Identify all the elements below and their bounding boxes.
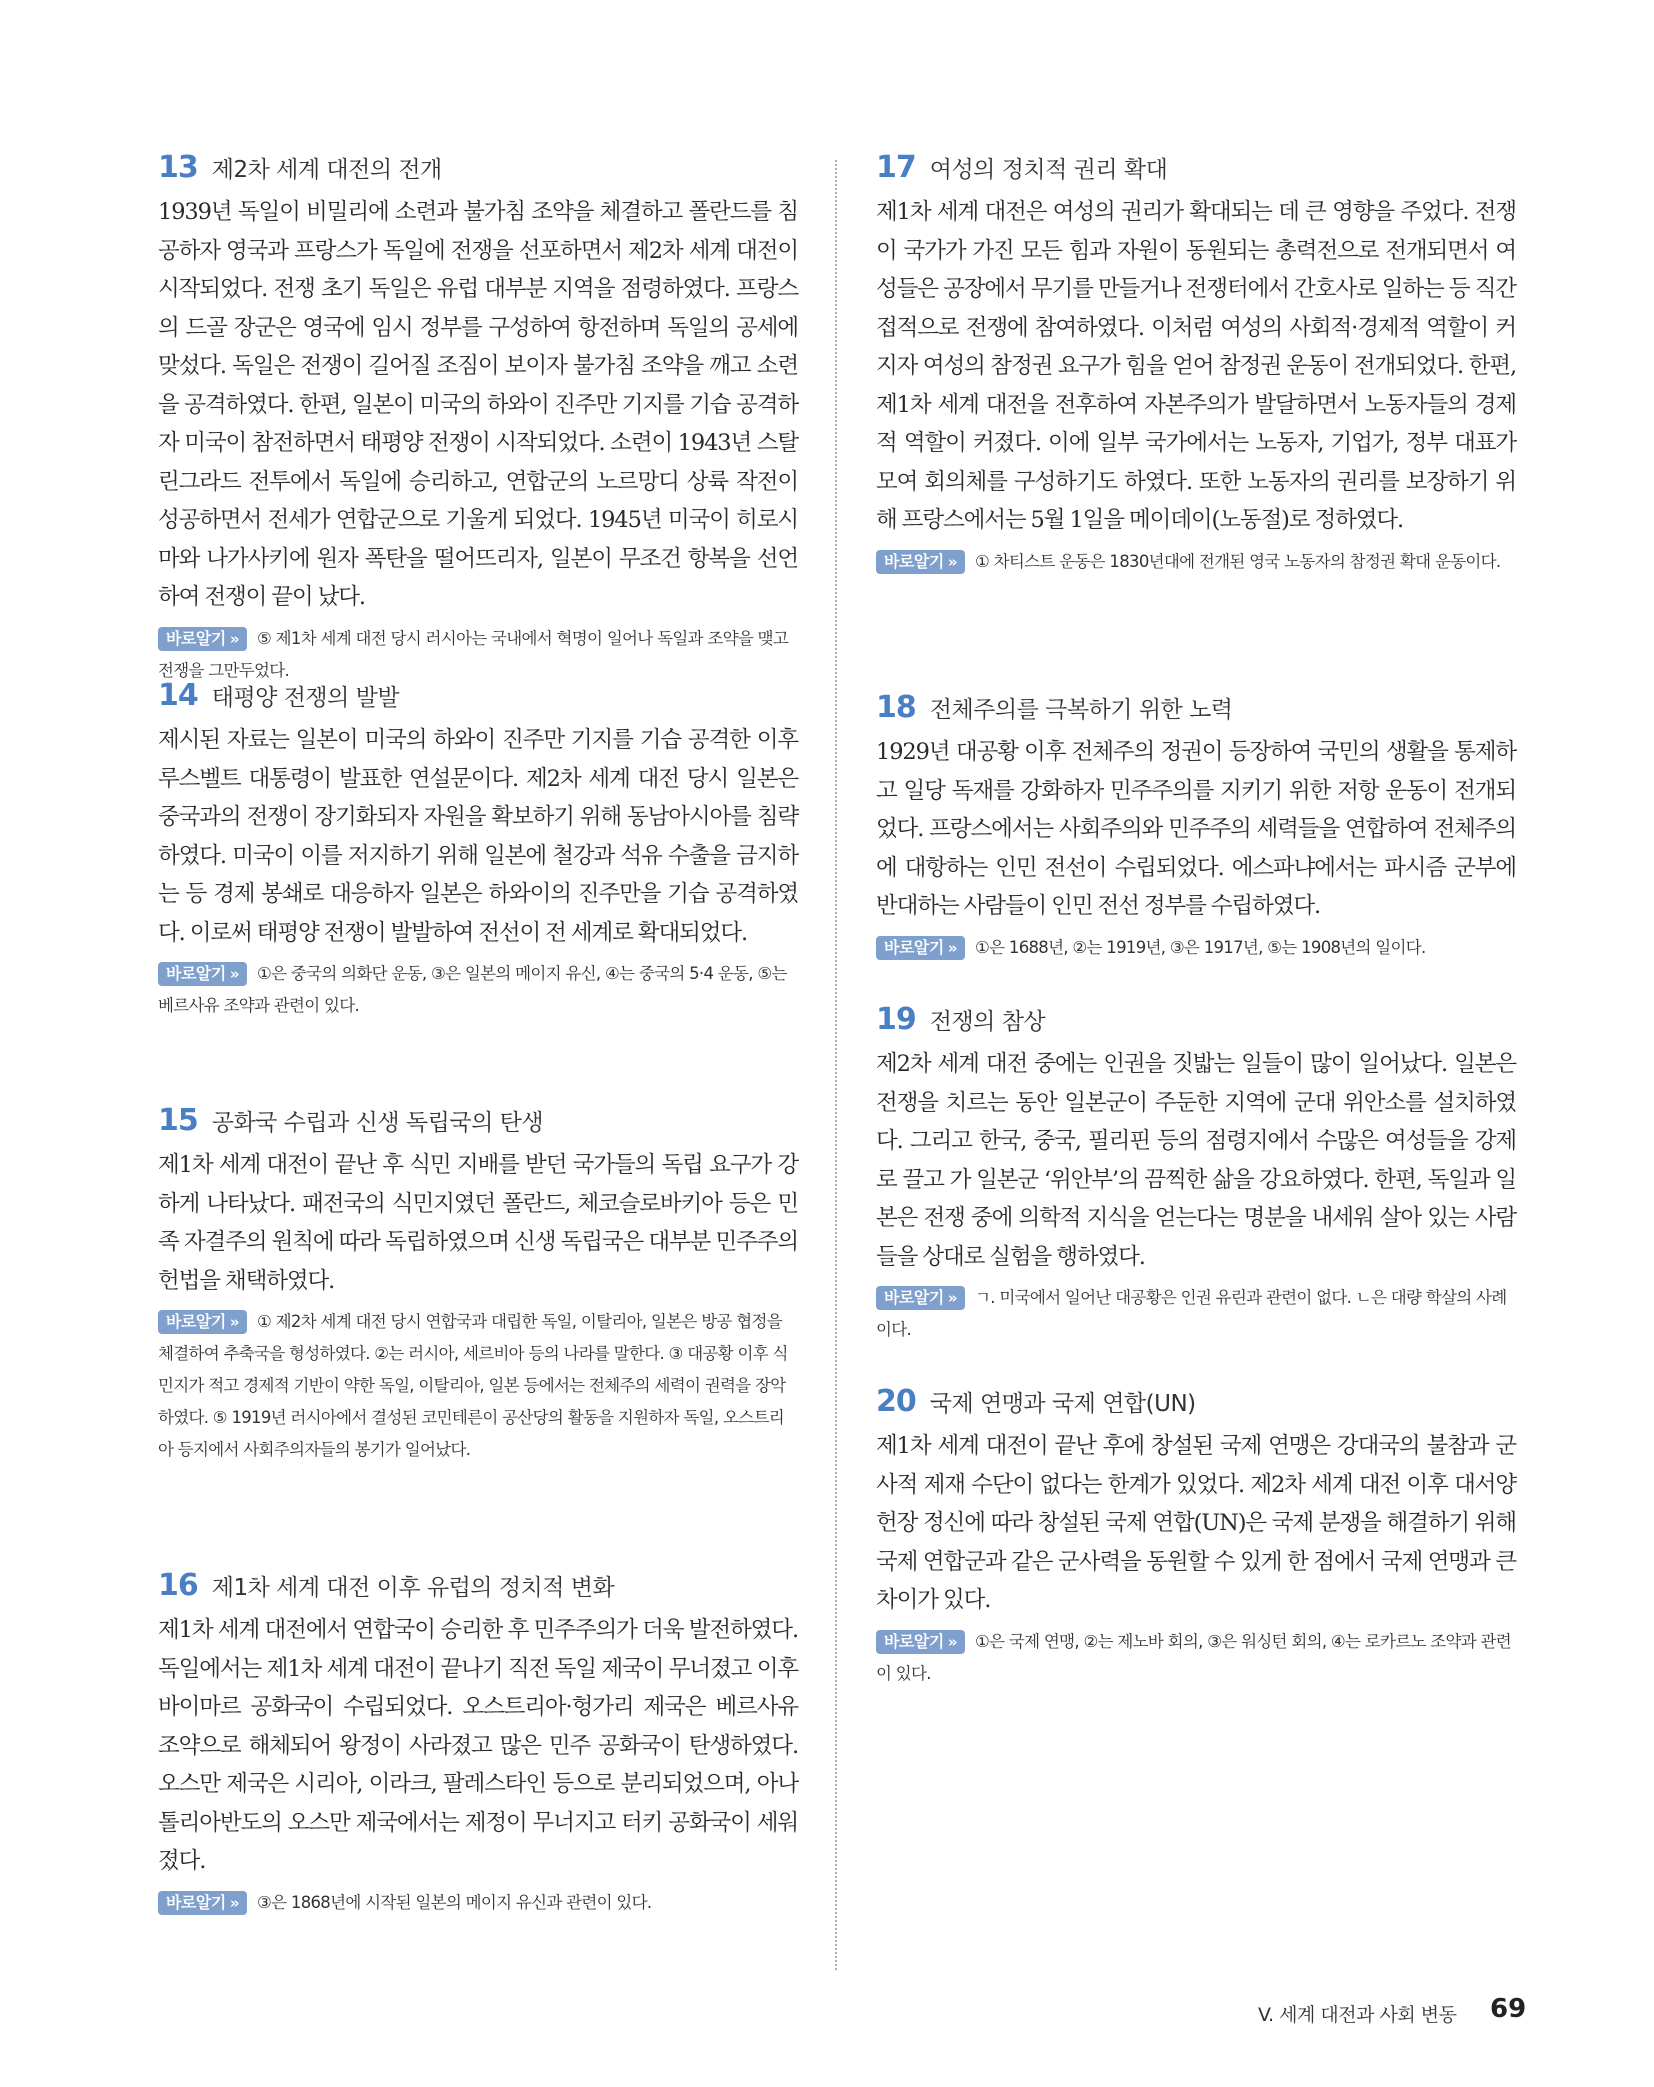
answer-badge: 바로알기 » [876,550,965,574]
chevron-right-icon: » [947,552,958,571]
section-header [876,1002,1516,1037]
section-16 [158,1568,798,1919]
section-13 [158,150,798,678]
answer-note-text: ①은 1688년, ②는 1919년, ③은 1917년, ⑤는 1908년의 일이다. [975,937,1426,957]
answer-note [876,546,1516,578]
chevron-right-icon: » [229,1893,240,1912]
column-divider [835,160,837,1970]
answer-note-text: ㄱ. 미국에서 일어난 대공황은 인권 유린과 관련이 없다. ㄴ은 대량 학살의 사례이다. [876,1288,1507,1339]
section-body: 제2차 세계 대전 중에는 인권을 짓밟는 일들이 많이 일어났다. 일본은 전쟁을 치르는 동안 일본군이 주둔한 지역에 군대 위안소를 설치하였다. 그리고 한국, 중국, 필리핀 등의 점령지에서 수많은 여성들을 강제로 끌고 가 일본군 ‘위안부’의 끔찍한 삶을 강요하였다. 한편, 독일과 일본은 전쟁 중에 의학적 지식을 얻는다는 명분을 내세워 살아 있는 사람들을 상대로 실험을 행하였다. [876,1051,1516,1270]
answer-note [876,932,1516,964]
section-body: 제시된 자료는 일본이 미국의 하와이 진주만 기지를 기습 공격한 이후 루스벨트 대통령이 발표한 연설문이다. 제2차 세계 대전 당시 일본은 중국과의 전쟁이 장기화되자 자원을 확보하기 위해 동남아시아를 침략하였다. 미국이 이를 저지하기 위해 일본에 철강과 석유 수출을 금지하는 등 경제 봉쇄로 대응하자 일본은 하와이의 진주만을 기습 공격하였다. 이로써 태평양 전쟁이 발발하여 전선이 전 세계로 확대되었다. [158,727,798,946]
section-title: 전체주의를 극복하기 위한 노력 [929,697,1233,723]
chevron-right-icon: » [947,938,958,957]
chevron-right-icon: » [947,1289,958,1307]
page-number: 69 [1490,1994,1527,2024]
section-title: 여성의 정치적 권리 확대 [929,157,1168,183]
answer-badge: 바로알기 » [158,962,247,986]
left-column [158,150,798,1919]
section-body: 제1차 세계 대전이 끝난 후 식민 지배를 받던 국가들의 독립 요구가 강하게 나타났다. 패전국의 식민지였던 폴란드, 체코슬로바키아 등은 민족 자결주의 원칙에 따라 독립하였으며 신생 독립국은 대부분 민주주의 헌법을 채택하였다. [158,1152,798,1294]
section-number: 17 [876,150,916,185]
section-20 [876,1384,1516,1690]
answer-note-text: ①은 중국의 의화단 운동, ③은 일본의 메이지 유신, ④는 중국의 5·4 운동, ⑤는 베르사유 조약과 관련이 있다. [158,964,787,1015]
section-header [876,690,1516,725]
section-number: 16 [158,1568,198,1603]
answer-note-text: ① 제2차 세계 대전 당시 연합국과 대립한 독일, 이탈리아, 일본은 방공 협정을 체결하여 추축국을 형성하였다. ②는 러시아, 세르비아 등의 나라를 말한다. ③ 대공황 이후 식민지가 적고 경제적 기반이 약한 독일, 이탈리아, 일본 등에서는 전체주의 세력이 권력을 장악하였다. ⑤ 1919년 러시아에서 결성된 코민테른이 공산당의 활동을 지원하자 독일, 오스트리아 등지에서 사회주의자들의 봉기가 일어났다. [158,1312,788,1459]
answer-note-text: ① 차티스트 운동은 1830년대에 전개된 영국 노동자의 참정권 확대 운동이다. [975,551,1501,571]
section-body: 제1차 세계 대전에서 연합국이 승리한 후 민주주의가 더욱 발전하였다. 독일에서는 제1차 세계 대전이 끝나기 직전 독일 제국이 무너졌고 이후 바이마르 공화국이 수립되었다. 오스트리아·헝가리 제국은 베르사유 조약으로 해체되어 왕정이 사라졌고 많은 민주 공화국이 탄생하였다. 오스만 제국은 시리아, 이라크, 팔레스타인 등으로 분리되었으며, 아나톨리아반도의 오스만 제국에서는 제정이 무너지고 터키 공화국이 세워졌다. [158,1617,798,1874]
answer-note [876,1282,1516,1346]
section-number: 19 [876,1002,916,1037]
chapter-title: V. 세계 대전과 사회 변동 [1258,2004,1457,2026]
section-header [158,1103,798,1138]
answer-note-text: ③은 1868년에 시작된 일본의 메이지 유신과 관련이 있다. [257,1892,652,1912]
chevron-right-icon: » [947,1632,958,1651]
section-header [876,1384,1516,1419]
section-number: 14 [158,678,198,713]
section-number: 13 [158,150,198,185]
section-18 [876,690,1516,1002]
answer-badge: 바로알기 » [876,1286,965,1310]
section-14 [158,678,798,1103]
section-number: 20 [876,1384,916,1419]
section-header [158,150,798,185]
section-number: 18 [876,690,916,725]
section-title: 전쟁의 참상 [929,1009,1046,1035]
answer-badge: 바로알기 » [876,1630,965,1654]
section-body: 1929년 대공황 이후 전체주의 정권이 등장하여 국민의 생활을 통제하고 일당 독재를 강화하자 민주주의를 지키기 위한 저항 운동이 전개되었다. 프랑스에서는 사회주의와 민주주의 세력들을 연합하여 전체주의에 대항하는 인민 전선이 수립되었다. 에스파냐에서는 파시즘 군부에 반대하는 사람들이 인민 전선 정부를 수립하였다. [876,739,1516,919]
answer-badge: 바로알기 » [158,1310,247,1334]
section-body: 1939년 독일이 비밀리에 소련과 불가침 조약을 체결하고 폴란드를 침공하자 영국과 프랑스가 독일에 전쟁을 선포하면서 제2차 세계 대전이 시작되었다. 전쟁 초기 독일은 유럽 대부분 지역을 점령하였다. 프랑스의 드골 장군은 영국에 임시 정부를 구성하여 항전하며 독일의 공세에 맞섰다. 독일은 전쟁이 길어질 조짐이 보이자 불가침 조약을 깨고 소련을 공격하였다. 한편, 일본이 미국의 하와이 진주만 기지를 기습 공격하자 미국이 참전하면서 태평양 전쟁이 시작되었다. 소련이 1943년 스탈린그라드 전투에서 독일에 승리하고, 연합군의 노르망디 상륙 작전이 성공하면서 전세가 연합군으로 기울게 되었다. 1945년 미국이 히로시마와 나가사키에 원자 폭탄을 떨어뜨리자, 일본이 무조건 항복을 선언하여 전쟁이 끝이 났다. [158,199,798,610]
answer-note-text: ⑤ 제1차 세계 대전 당시 러시아는 국내에서 혁명이 일어나 독일과 조약을 맺고 전쟁을 그만두었다. [158,628,789,680]
section-title: 태평양 전쟁의 발발 [211,685,400,711]
section-body: 제1차 세계 대전이 끝난 후에 창설된 국제 연맹은 강대국의 불참과 군사적 제재 수단이 없다는 한계가 있었다. 제2차 세계 대전 이후 대서양 헌장 정신에 따라 창설된 국제 연합(UN)은 국제 분쟁을 해결하기 위해 국제 연합군과 같은 군사력을 동원할 수 있게 한 점에서 국제 연맹과 큰 차이가 있다. [876,1433,1516,1613]
section-17 [876,150,1516,690]
answer-note [158,958,798,1022]
chevron-right-icon: » [229,1313,240,1331]
chevron-right-icon: » [229,629,240,648]
section-body: 제1차 세계 대전은 여성의 권리가 확대되는 데 큰 영향을 주었다. 전쟁이 국가가 가진 모든 힘과 자원이 동원되는 총력전으로 전개되면서 여성들은 공장에서 무기를 만들거나 전쟁터에서 간호사로 일하는 등 직간접적으로 전쟁에 참여하였다. 이처럼 여성의 사회적·경제적 역할이 커지자 여성의 참정권 요구가 힘을 얻어 참정권 운동이 전개되었다. 한편, 제1차 세계 대전을 전후하여 자본주의가 발달하면서 노동자들의 경제적 역할이 커졌다. 이에 일부 국가에서는 노동자, 기업가, 정부 대표가 모여 회의체를 구성하기도 하였다. 또한 노동자의 권리를 보장하기 위해 프랑스에서는 5월 1일을 메이데이(노동절)로 정하였다. [876,199,1516,533]
answer-note-text: ①은 국제 연맹, ②는 제노바 회의, ③은 워싱턴 회의, ④는 로카르노 조약과 관련이 있다. [876,1631,1512,1683]
answer-badge: 바로알기 » [158,627,247,651]
chevron-right-icon: » [229,965,240,983]
answer-badge: 바로알기 » [158,1891,247,1915]
answer-note [158,1306,798,1466]
section-19 [876,1002,1516,1384]
section-15 [158,1103,798,1568]
section-title: 공화국 수립과 신생 독립국의 탄생 [211,1110,544,1136]
answer-note [158,623,798,687]
answer-badge: 바로알기 » [876,936,965,960]
section-title: 제1차 세계 대전 이후 유럽의 정치적 변화 [211,1575,615,1601]
section-number: 15 [158,1103,198,1138]
section-header [158,1568,798,1603]
section-header [158,678,798,713]
right-column [876,150,1516,1690]
answer-note [876,1626,1516,1690]
section-header [876,150,1516,185]
section-title: 국제 연맹과 국제 연합(UN) [929,1391,1196,1417]
section-title: 제2차 세계 대전의 전개 [211,157,442,183]
answer-note [158,1887,798,1919]
